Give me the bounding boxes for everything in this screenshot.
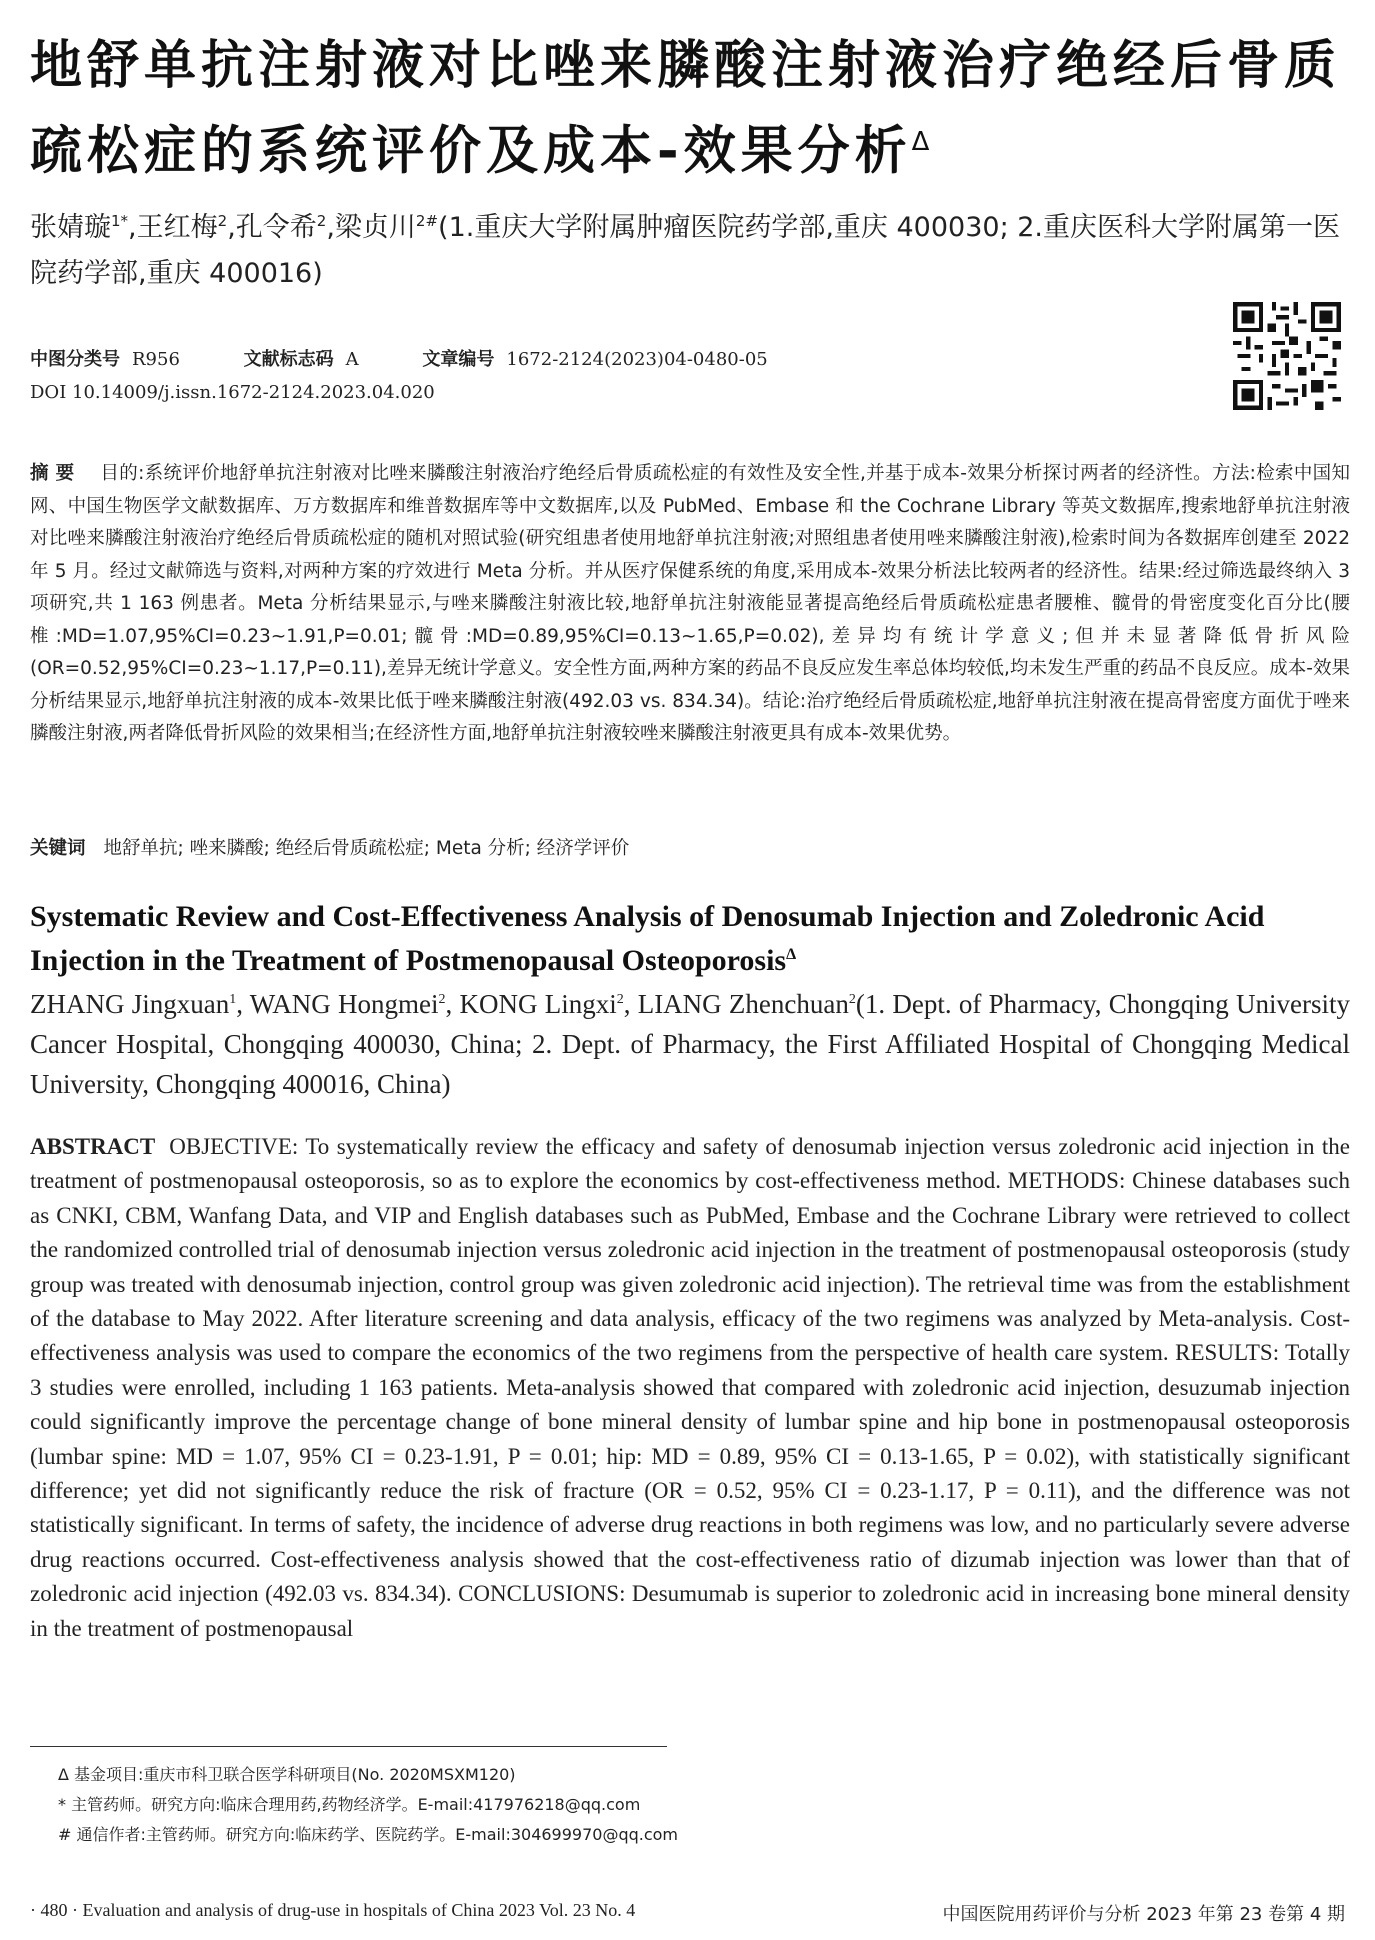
footnote-divider (30, 1746, 667, 1747)
author-name: ,梁贞川 (326, 212, 416, 243)
english-affiliation: (1. Dept. of Pharmacy, Chongqing University Cancer Hospital, Chongqing 400030, China; 2. Dept. of Pharmacy, the First Affiliated Hospital of Chongqing Medical University, Chongqing 400016, China) (30, 989, 1351, 1099)
article-no-label: 文章编号 (422, 349, 495, 370)
clc-label: 中图分类号 (30, 349, 120, 370)
clc-value: R956 (132, 349, 180, 370)
english-authors (30, 980, 1350, 1104)
doc-code-value: A (345, 349, 359, 370)
classification-line (30, 345, 1210, 371)
author-name: ZHANG Jingxuan (30, 989, 230, 1019)
doi-line: DOI 10.14009/j.issn.1672-2124.2023.04.020 (30, 382, 435, 403)
footnote-first-author: * 主管药师。研究方向:临床合理用药,药物经济学。E-mail:417976218@qq.com (58, 1795, 641, 1814)
footnote-corresponding-author: # 通信作者:主管药师。研究方向:临床药学、医院药学。E-mail:304699970@qq.com (58, 1825, 679, 1844)
chinese-abstract-label: 摘 要 (30, 463, 75, 484)
author-name: ,王红梅 (128, 212, 218, 243)
author-sup: 1 (229, 992, 237, 1007)
footnote-fund: Δ 基金项目:重庆市科卫联合医学科研项目(No. 2020MSXM120) (58, 1765, 516, 1784)
author-sup: 2# (415, 212, 439, 230)
chinese-affiliation: (1.重庆大学附属肿瘤医院药学部,重庆 400030; 2.重庆医科大学附属第一医院药学部,重庆 400016) (30, 212, 1341, 289)
english-title-fund-mark: Δ (786, 946, 797, 963)
author-name: , LIANG Zhenchuan (623, 989, 849, 1019)
english-abstract-text: OBJECTIVE: To systematically review the efficacy and safety of denosumab injection versus zoledronic acid injection in the treatment of postmenopausal osteoporosis, so as to explore the economics by cost-effectiveness method. METHODS: Chinese databases such as CNKI, CBM, Wanfang Data, and VIP and English databases such as PubMed, Embase and the Cochrane Library were retrieved to collect the randomized controlled trial of denosumab injection versus zoledronic acid injection in the treatment of postmenopausal osteoporosis (study group was treated with denosumab injection, control group was given zoledronic acid injection). The retrieval time was from the establishment of the database to May 2022. After literature screening and data analysis, efficacy of the two regimens was analyzed by Meta-analysis. Cost-effectiveness analysis was used to compare the economics of the two regimens from the perspective of health care system. RESULTS: Totally 3 studies were enrolled, including 1 163 patients. Meta-analysis showed that compared with zoledronic acid injection, desuzumab injection could significantly improve the percentage change of bone mineral density of lumbar spine and hip bone in postmenopausal osteoporosis (lumbar spine: MD = 1.07, 95% CI = 0.23-1.91, P = 0.01; hip: MD = 0.89, 95% CI = 0.13-1.65, P = 0.02), with statistically significant difference; yet did not significantly reduce the risk of fracture (OR = 0.52, 95% CI = 0.23-1.17, P = 0.11), and the difference was not statistically significant. In terms of safety, the incidence of adverse drug reactions in both regimens was low, and no particularly severe adverse drug reactions occurred. Cost-effectiveness analysis showed that the cost-effectiveness ratio of dizumab injection was lower than that of zoledronic acid injection (492.03 vs. 834.34). CONCLUSIONS: Desumumab is superior to zoledronic acid in increasing bone mineral density in the treatment of postmenopausal (30, 1134, 1350, 1641)
author-name: ,孔令希 (227, 212, 317, 243)
english-abstract (30, 1130, 1350, 1646)
author-sup: 2 (848, 992, 856, 1007)
chinese-keywords-text: 地舒单抗; 唑来膦酸; 绝经后骨质疏松症; Meta 分析; 经济学评价 (103, 838, 630, 859)
author-sup: 2 (217, 212, 228, 230)
chinese-abstract-text: 目的:系统评价地舒单抗注射液对比唑来膦酸注射液治疗绝经后骨质疏松症的有效性及安全性,并基于成本-效果分析探讨两者的经济性。方法:检索中国知网、中国生物医学文献数据库、万方数据库和维普数据库等中文数据库,以及 PubMed、Embase 和 the Cochrane Library 等英文数据库,搜索地舒单抗注射液对比唑来膦酸注射液治疗绝经后骨质疏松症的随机对照试验(研究组患者使用地舒单抗注射液;对照组患者使用唑来膦酸注射液),检索时间为各数据库创建至 2022 年 5 月。经过文献筛选与资料,对两种方案的疗效进行 Meta 分析。并从医疗保健系统的角度,采用成本-效果分析法比较两者的经济性。结果:经过筛选最终纳入 3 项研究,共 1 163 例患者。Meta 分析结果显示,与唑来膦酸注射液比较,地舒单抗注射液能显著提高绝经后骨质疏松症患者腰椎、髋骨的骨密度变化百分比(腰椎:MD=1.07,95%CI=0.23~1.91,P=0.01;髋骨:MD=0.89,95%CI=0.13~1.65,P=0.02),差异均有统计学意义;但并未显著降低骨折风险(OR=0.52,95%CI=0.23~1.17,P=0.11),差异无统计学意义。安全性方面,两种方案的药品不良反应发生率总体均较低,均未发生严重的药品不良反应。成本-效果分析结果显示,地舒单抗注射液的成本-效果比低于唑来膦酸注射液(492.03 vs. 834.34)。结论:治疗绝经后骨质疏松症,地舒单抗注射液在提高骨密度方面优于唑来膦酸注射液,两者降低骨折风险的效果相当;在经济性方面,地舒单抗注射液较唑来膦酸注射液更具有成本-效果优势。 (30, 463, 1350, 744)
chinese-keywords-label: 关键词 (30, 838, 86, 859)
qr-code-graphic (1233, 302, 1341, 410)
article-no-value: 1672-2124(2023)04-0480-05 (506, 349, 768, 370)
chinese-abstract (30, 458, 1350, 751)
chinese-keywords (30, 833, 1350, 865)
chinese-title (30, 28, 1350, 189)
qr-code-icon[interactable] (1233, 302, 1341, 410)
author-sup: 2 (616, 992, 624, 1007)
doc-code-label: 文献标志码 (243, 349, 334, 370)
footer-journal-cn: 中国医院用药评价与分析 2023 年第 23 卷第 4 期 (942, 1904, 1345, 1925)
chinese-authors (30, 198, 1350, 297)
author-name: , WANG Hongmei (236, 989, 439, 1019)
author-sup: 1* (111, 212, 129, 230)
footer-journal-en: · 480 · Evaluation and analysis of drug-use in hospitals of China 2023 Vol. 23 No. 4 (30, 1900, 636, 1920)
chinese-title-text: 地舒单抗注射液对比唑来膦酸注射液治疗绝经后骨质疏松症的系统评价及成本-效果分析 (30, 36, 1342, 182)
english-abstract-label: ABSTRACT (30, 1134, 156, 1159)
author-sup: 2 (316, 212, 327, 230)
author-name: , KONG Lingxi (445, 989, 617, 1019)
english-title (30, 898, 1350, 980)
title-fund-mark: Δ (911, 127, 930, 157)
english-title-text: Systematic Review and Cost-Effectiveness Analysis of Denosumab Injection and Zoledronic Acid Injection in the Treatment of Postmenopausal Osteoporosis (30, 900, 1265, 977)
footnotes (58, 1760, 958, 1850)
author-name: 张婧璇 (30, 212, 111, 243)
author-sup: 2 (438, 992, 446, 1007)
